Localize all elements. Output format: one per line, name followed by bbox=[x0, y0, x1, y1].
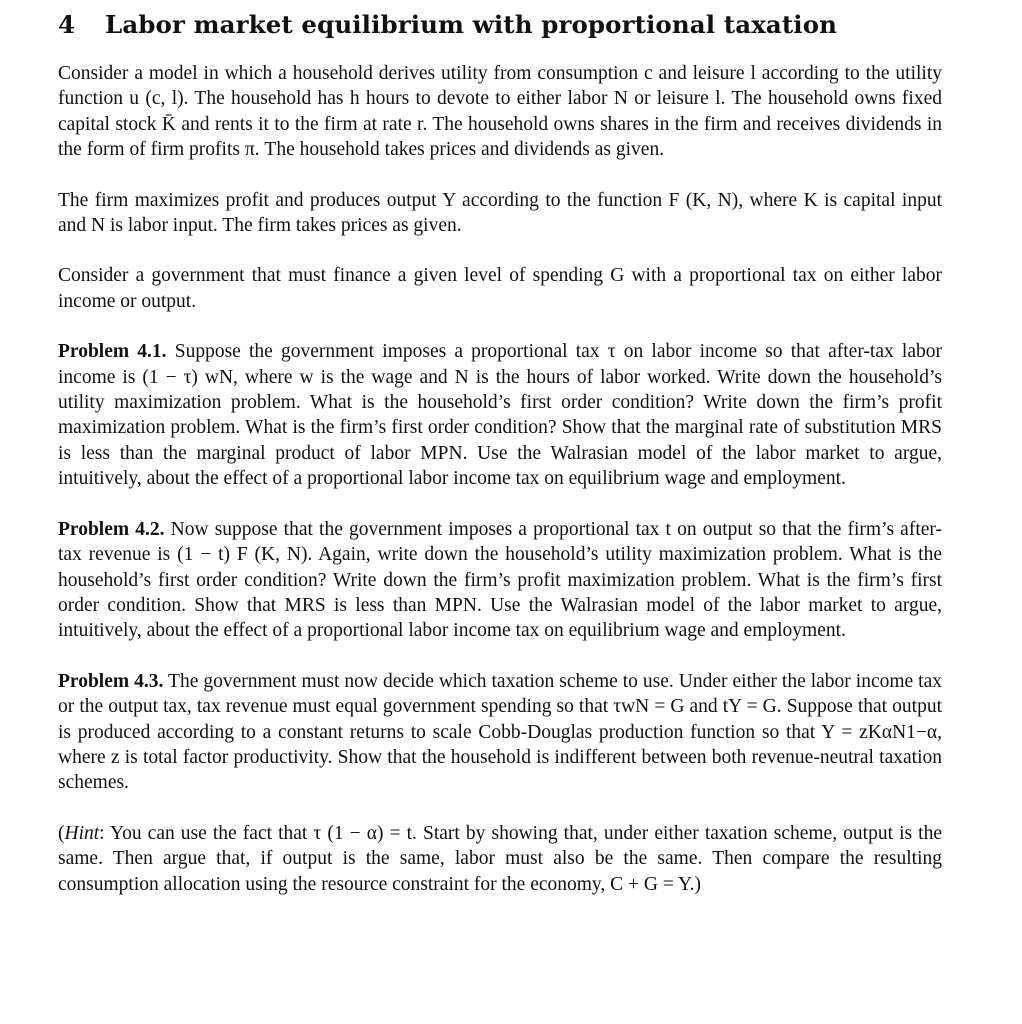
section-number: 4 bbox=[58, 10, 76, 39]
intro-text: The firm maximizes profit and produces output Y according to the function F (K, N), where K is capital input and N is labor input. The firm takes prices as given. bbox=[58, 189, 942, 237]
problem-4-3 bbox=[58, 669, 942, 796]
section-heading bbox=[58, 10, 942, 39]
hint-open-paren: ( bbox=[58, 822, 65, 844]
problem-text: Suppose the government imposes a proportional tax τ on labor income so that after-tax labor income is (1 − τ) wN, where w is the wage and N is the hours of labor worked. Write down the household’s utility maximization problem. What is the household’s first order condition? Write down the firm’s profit maximization problem. What is the firm’s first order condition? Show that the marginal rate of substitution MRS is less than the marginal product of labor MPN. Use the Walrasian model of the labor market to argue, intuitively, about the effect of a proportional labor income tax on equilibrium wage and employment. bbox=[58, 341, 942, 490]
hint-text: : You can use the fact that τ (1 − α) = t. Start by showing that, under either taxation scheme, output is the same. Then argue that, if output is the same, labor must also be the same. Then compare the resulting consumption allocation using the resource constraint for the economy, C + G = Y.) bbox=[58, 822, 942, 895]
section-title: Labor market equilibrium with proportional taxation bbox=[105, 10, 838, 39]
intro-paragraph-firm bbox=[58, 188, 942, 239]
hint-paragraph bbox=[58, 821, 942, 897]
problem-label: Problem 4.2. bbox=[58, 518, 165, 540]
document-page bbox=[58, 10, 942, 922]
intro-paragraph-household bbox=[58, 61, 942, 163]
problem-text: The government must now decide which taxation scheme to use. Under either the labor income tax or the output tax, tax revenue must equal government spending so that τwN = G and tY = G. Suppose that output is produced according to a constant returns to scale Cobb-Douglas production function so that Y = zKαN1−α, where z is total factor productivity. Show that the household is indifferent between both revenue-neutral taxation schemes. bbox=[58, 670, 942, 794]
problem-label: Problem 4.1. bbox=[58, 341, 167, 363]
problem-4-1 bbox=[58, 339, 942, 491]
problem-text: Now suppose that the government imposes a proportional tax t on output so that the firm’s after-tax revenue is (1 − t) F (K, N). Again, write down the household’s utility maximization problem. What is the household’s first order condition? Write down the firm’s profit maximization problem. What is the firm’s first order condition. Show that MRS is less than MPN. Use the Walrasian model of the labor market to argue, intuitively, about the effect of a proportional labor income tax on equilibrium wage and employment. bbox=[58, 518, 943, 642]
problem-label: Problem 4.3. bbox=[58, 670, 164, 692]
intro-text: Consider a government that must finance a given level of spending G with a proportional tax on either labor income or output. bbox=[58, 265, 942, 312]
intro-paragraph-government bbox=[58, 263, 942, 314]
hint-label: Hint bbox=[64, 822, 100, 844]
intro-text: Consider a model in which a household derives utility from consumption c and leisure l according to the utility function u (c, l). The household has h hours to devote to either labor N or leisure l. The household owns fixed capital stock K̄ and rents it to the firm at rate r. The household owns shares in the firm and receives dividends in the form of firm profits π. The household takes prices and dividends as given. bbox=[58, 63, 942, 161]
problem-4-2 bbox=[58, 517, 942, 644]
